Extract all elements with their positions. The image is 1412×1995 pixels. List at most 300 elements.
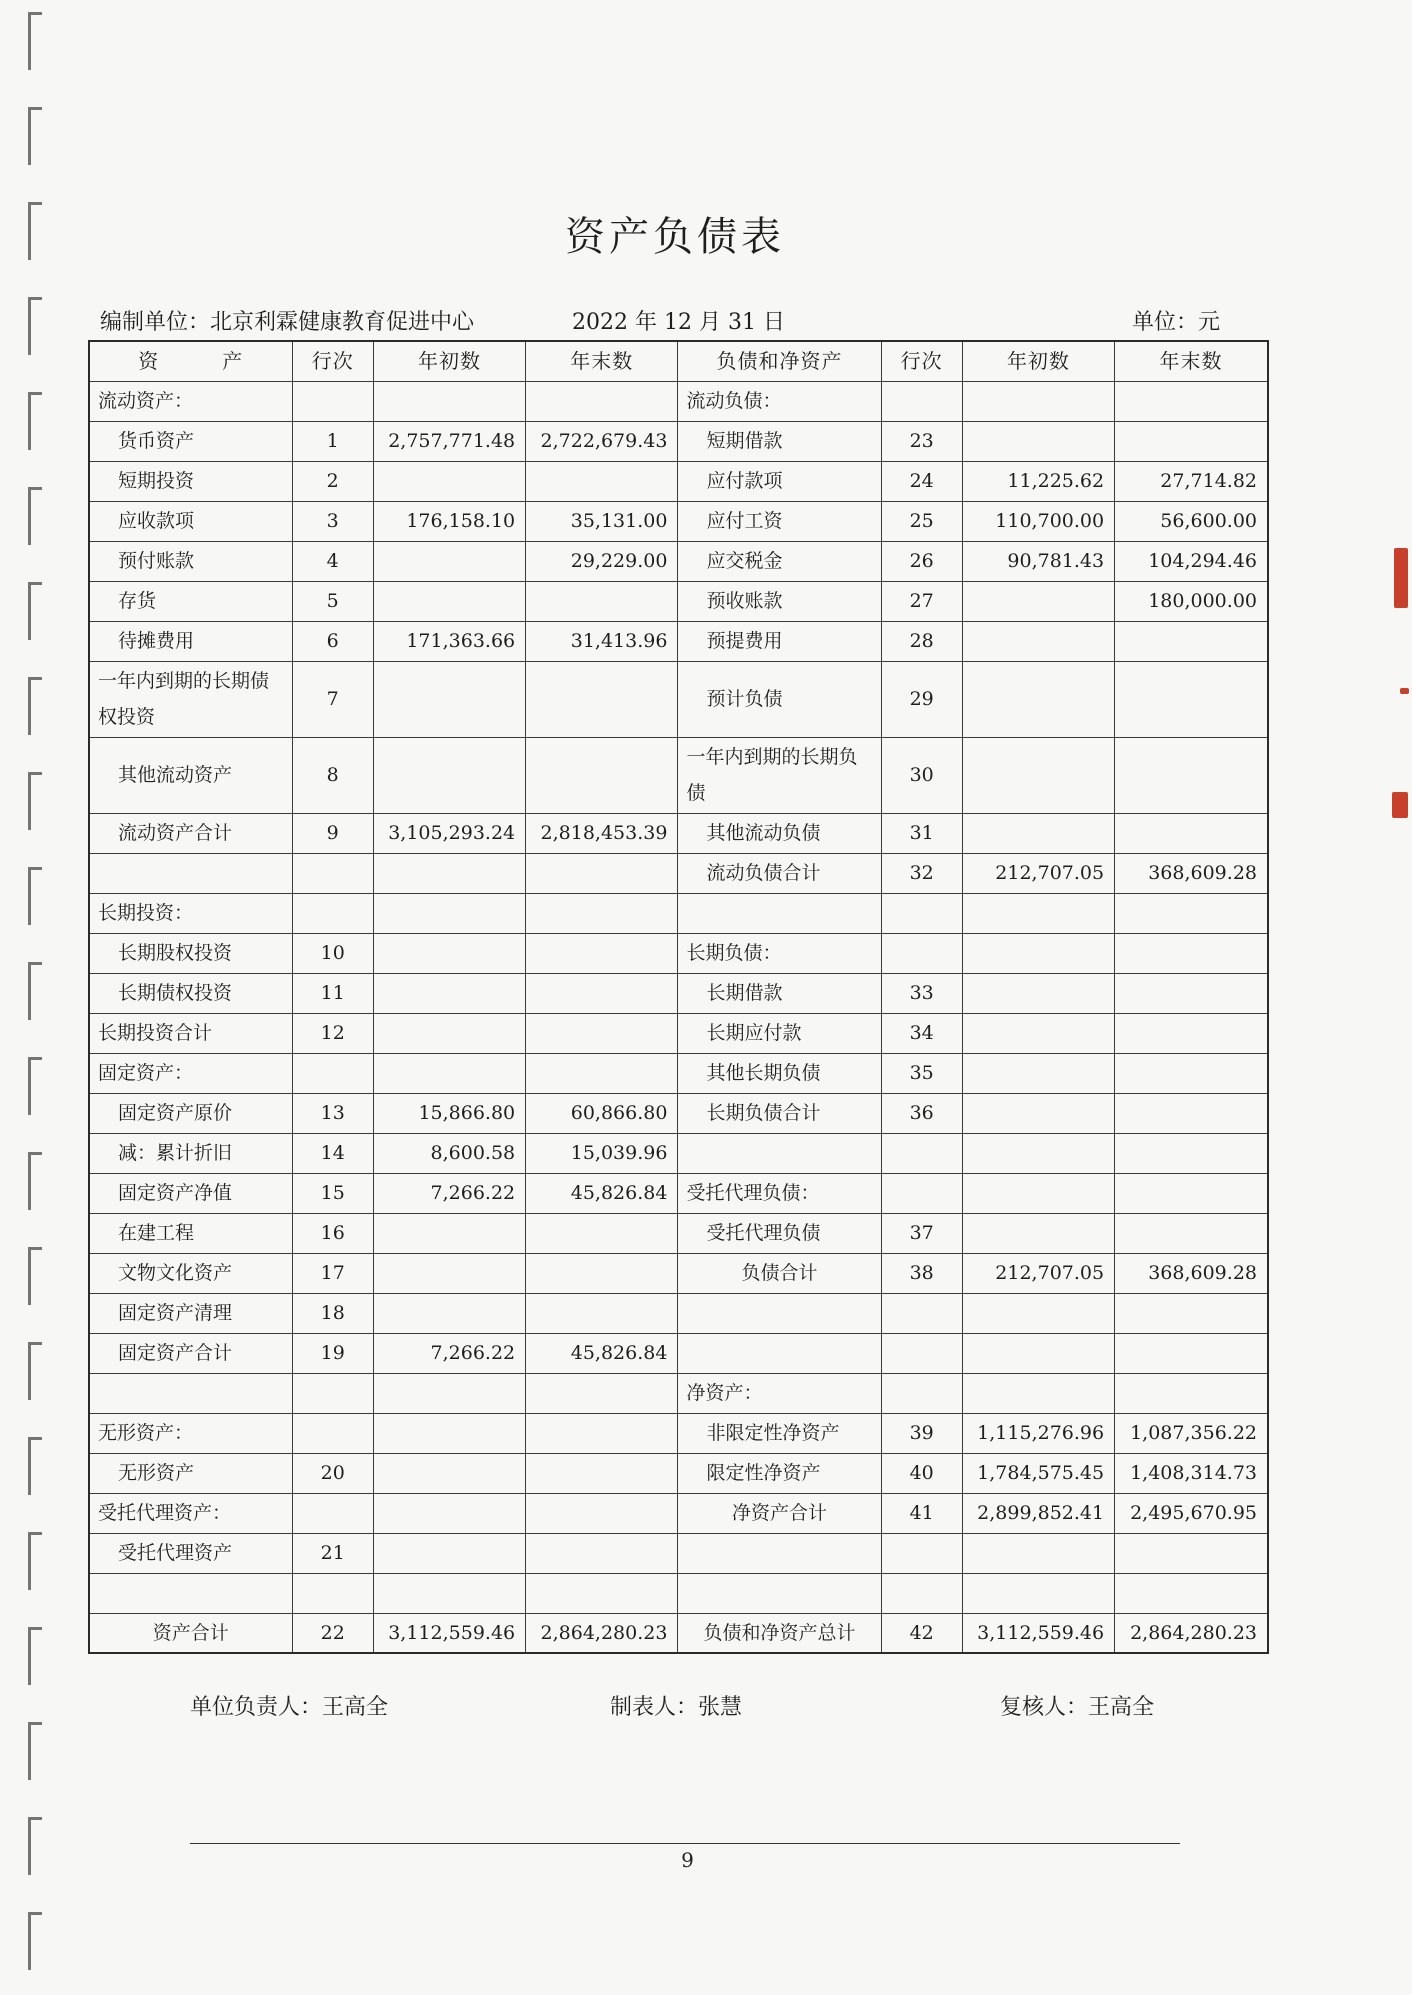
signature-line [190,1690,1210,1726]
liab-line-cell [881,1133,962,1173]
asset-end-cell [526,933,678,973]
liab-begin-cell [962,581,1114,621]
asset-end-cell [526,973,678,1013]
asset-name-cell: 长期债权投资 [89,973,292,1013]
asset-line-cell: 6 [292,621,373,661]
document-title: 资产负债表 [565,214,785,260]
asset-end-cell [526,1213,678,1253]
asset-begin-cell: 3,105,293.24 [373,813,525,853]
table-row [89,1373,1268,1413]
asset-line-cell: 14 [292,1133,373,1173]
asset-line-cell: 15 [292,1173,373,1213]
asset-begin-cell: 171,363.66 [373,621,525,661]
asset-name-cell: 流动资产： [89,381,292,421]
liab-name-cell: 长期负债： [678,933,881,973]
liab-begin-cell [962,1333,1114,1373]
liab-end-cell [1115,1573,1268,1613]
liab-name-cell: 流动负债： [678,381,881,421]
liab-line-cell: 37 [881,1213,962,1253]
liab-end-cell: 180,000.00 [1115,581,1268,621]
header-begin-2: 年初数 [962,341,1114,381]
liab-begin-cell [962,1133,1114,1173]
liab-begin-cell: 110,700.00 [962,501,1114,541]
header-line-no: 行次 [292,341,373,381]
asset-line-cell: 1 [292,421,373,461]
asset-line-cell: 13 [292,1093,373,1133]
seal-fragment [1400,688,1409,694]
asset-end-cell [526,581,678,621]
table-row [89,853,1268,893]
asset-begin-cell [373,1373,525,1413]
binding-hole-mark [28,1342,42,1400]
table-row [89,621,1268,661]
balance-sheet-table [88,340,1269,1654]
header-assets: 资 产 [89,341,292,381]
table-row [89,381,1268,421]
asset-line-cell: 10 [292,933,373,973]
liab-name-cell: 短期借款 [678,421,881,461]
asset-name-cell: 固定资产原价 [89,1093,292,1133]
asset-name-cell: 在建工程 [89,1213,292,1253]
asset-end-cell [526,1573,678,1613]
liab-end-cell: 2,495,670.95 [1115,1493,1268,1533]
liab-end-cell [1115,621,1268,661]
asset-begin-cell [373,1053,525,1093]
liab-end-cell [1115,933,1268,973]
liab-end-cell: 56,600.00 [1115,501,1268,541]
liab-line-cell: 42 [881,1613,962,1653]
table-row [89,1213,1268,1253]
liab-line-cell: 33 [881,973,962,1013]
asset-end-cell [526,661,678,737]
liab-begin-cell [962,1373,1114,1413]
asset-name-cell: 固定资产净值 [89,1173,292,1213]
asset-line-cell: 9 [292,813,373,853]
asset-name-cell: 短期投资 [89,461,292,501]
report-date: 2022 年 12 月 31 日 [572,310,785,335]
liab-name-cell: 负债合计 [678,1253,881,1293]
asset-begin-cell: 2,757,771.48 [373,421,525,461]
asset-name-cell: 长期投资： [89,893,292,933]
asset-begin-cell: 8,600.58 [373,1133,525,1173]
liab-line-cell [881,1173,962,1213]
table-row [89,1533,1268,1573]
liab-name-cell [678,1573,881,1613]
asset-name-cell: 受托代理资产 [89,1533,292,1573]
liab-end-cell [1115,1293,1268,1333]
asset-name-cell: 长期投资合计 [89,1013,292,1053]
liab-begin-cell [962,813,1114,853]
asset-begin-cell [373,893,525,933]
liab-line-cell: 31 [881,813,962,853]
asset-line-cell: 12 [292,1013,373,1053]
asset-begin-cell [373,1453,525,1493]
liab-name-cell: 负债和净资产总计 [678,1613,881,1653]
asset-name-cell: 应收款项 [89,501,292,541]
liab-name-cell: 受托代理负债 [678,1213,881,1253]
liab-line-cell: 30 [881,737,962,813]
asset-line-cell: 19 [292,1333,373,1373]
asset-name-cell: 无形资产： [89,1413,292,1453]
liab-line-cell: 41 [881,1493,962,1533]
liab-name-cell: 长期负债合计 [678,1093,881,1133]
liab-name-cell: 受托代理负债： [678,1173,881,1213]
asset-end-cell [526,737,678,813]
liab-name-cell: 预提费用 [678,621,881,661]
table-row [89,1613,1268,1653]
asset-end-cell [526,381,678,421]
asset-begin-cell: 7,266.22 [373,1173,525,1213]
liab-name-cell: 其他流动负债 [678,813,881,853]
asset-end-cell: 2,864,280.23 [526,1613,678,1653]
liab-line-cell: 36 [881,1093,962,1133]
liab-line-cell: 35 [881,1053,962,1093]
liab-begin-cell [962,973,1114,1013]
liab-end-cell [1115,1053,1268,1093]
liab-line-cell [881,1293,962,1333]
liab-name-cell: 限定性净资产 [678,1453,881,1493]
liab-end-cell [1115,381,1268,421]
asset-begin-cell [373,1413,525,1453]
asset-line-cell: 4 [292,541,373,581]
binding-hole-mark [28,582,42,640]
liab-begin-cell: 212,707.05 [962,1253,1114,1293]
liab-end-cell [1115,1133,1268,1173]
table-row [89,1053,1268,1093]
liab-line-cell [881,1373,962,1413]
asset-end-cell: 35,131.00 [526,501,678,541]
page-number: 9 [681,1848,694,1872]
liab-begin-cell [962,381,1114,421]
binding-hole-mark [28,107,42,165]
liab-line-cell [881,1533,962,1573]
liab-begin-cell: 1,784,575.45 [962,1453,1114,1493]
asset-end-cell: 60,866.80 [526,1093,678,1133]
table-row [89,461,1268,501]
liab-begin-cell [962,1293,1114,1333]
asset-name-cell [89,1573,292,1613]
asset-line-cell [292,1493,373,1533]
asset-line-cell [292,853,373,893]
asset-line-cell [292,1573,373,1613]
liab-end-cell [1115,1213,1268,1253]
table-row [89,737,1268,813]
table-row [89,1413,1268,1453]
binding-hole-mark [28,962,42,1020]
asset-name-cell: 待摊费用 [89,621,292,661]
table-row [89,893,1268,933]
header-end-2: 年末数 [1115,341,1268,381]
asset-begin-cell [373,1293,525,1333]
table-row [89,1573,1268,1613]
asset-end-cell [526,1453,678,1493]
head-signature: 单位负责人：王高全 [190,1695,389,1720]
binding-hole-mark [28,1532,42,1590]
asset-end-cell: 45,826.84 [526,1173,678,1213]
asset-line-cell: 17 [292,1253,373,1293]
binding-hole-mark [28,1057,42,1115]
asset-begin-cell [373,541,525,581]
binding-hole-mark [28,392,42,450]
binding-strip [24,0,54,1995]
asset-line-cell: 20 [292,1453,373,1493]
table-row [89,1093,1268,1133]
liab-line-cell: 26 [881,541,962,581]
liab-end-cell [1115,1093,1268,1133]
liab-name-cell: 非限定性净资产 [678,1413,881,1453]
liab-begin-cell [962,933,1114,973]
binding-hole-mark [28,1152,42,1210]
liab-line-cell: 39 [881,1413,962,1453]
asset-name-cell: 一年内到期的长期债权投资 [89,661,292,737]
seal-fragment [1392,792,1408,818]
liab-line-cell [881,893,962,933]
asset-name-cell: 固定资产合计 [89,1333,292,1373]
asset-begin-cell: 3,112,559.46 [373,1613,525,1653]
table-row [89,973,1268,1013]
asset-line-cell: 7 [292,661,373,737]
liab-end-cell [1115,1533,1268,1573]
liab-begin-cell [962,1173,1114,1213]
liab-end-cell [1115,737,1268,813]
liab-begin-cell: 90,781.43 [962,541,1114,581]
liab-end-cell [1115,421,1268,461]
asset-line-cell: 5 [292,581,373,621]
table-row [89,1133,1268,1173]
liab-line-cell: 34 [881,1013,962,1053]
table-row [89,1173,1268,1213]
binding-hole-mark [28,1912,42,1970]
binding-hole-mark [28,867,42,925]
asset-name-cell: 无形资产 [89,1453,292,1493]
asset-end-cell: 15,039.96 [526,1133,678,1173]
liab-begin-cell: 1,115,276.96 [962,1413,1114,1453]
table-row [89,661,1268,737]
table-header-row [89,341,1268,381]
asset-end-cell [526,1373,678,1413]
liab-begin-cell [962,1213,1114,1253]
asset-line-cell: 2 [292,461,373,501]
asset-name-cell: 受托代理资产： [89,1493,292,1533]
liab-end-cell [1115,1373,1268,1413]
liab-line-cell [881,1333,962,1373]
asset-end-cell [526,1493,678,1533]
asset-end-cell [526,1413,678,1453]
asset-line-cell: 16 [292,1213,373,1253]
liab-name-cell [678,1133,881,1173]
org-label: 编制单位：北京利霖健康教育促进中心 [100,310,475,335]
liab-begin-cell [962,421,1114,461]
liab-line-cell: 32 [881,853,962,893]
asset-begin-cell: 176,158.10 [373,501,525,541]
asset-begin-cell [373,1253,525,1293]
table-row [89,501,1268,541]
table-row [89,1013,1268,1053]
liab-line-cell: 23 [881,421,962,461]
table-row [89,541,1268,581]
liab-begin-cell [962,1093,1114,1133]
asset-name-cell: 文物文化资产 [89,1253,292,1293]
preparer-signature: 制表人：张慧 [610,1695,743,1720]
liab-begin-cell: 3,112,559.46 [962,1613,1114,1653]
currency-unit: 单位：元 [1131,310,1220,335]
liab-end-cell [1115,813,1268,853]
asset-begin-cell [373,661,525,737]
binding-hole-mark [28,1437,42,1495]
binding-hole-mark [28,12,42,70]
asset-line-cell [292,381,373,421]
binding-hole-mark [28,1722,42,1780]
asset-begin-cell [373,1213,525,1253]
table-row [89,1253,1268,1293]
asset-end-cell [526,1013,678,1053]
liab-name-cell: 一年内到期的长期负债 [678,737,881,813]
liab-end-cell: 368,609.28 [1115,1253,1268,1293]
liab-name-cell: 预计负债 [678,661,881,737]
liab-name-cell: 预收账款 [678,581,881,621]
liab-end-cell: 27,714.82 [1115,461,1268,501]
asset-end-cell [526,893,678,933]
liab-name-cell: 净资产： [678,1373,881,1413]
table-row [89,813,1268,853]
liab-line-cell: 25 [881,501,962,541]
liab-end-cell [1115,1013,1268,1053]
binding-hole-mark [28,677,42,735]
asset-name-cell: 预付账款 [89,541,292,581]
asset-line-cell: 8 [292,737,373,813]
header-line-no-2: 行次 [881,341,962,381]
asset-name-cell: 长期股权投资 [89,933,292,973]
liab-line-cell: 29 [881,661,962,737]
table-row [89,1333,1268,1373]
liab-end-cell: 2,864,280.23 [1115,1613,1268,1653]
seal-fragment [1394,548,1408,608]
liab-name-cell [678,1293,881,1333]
asset-begin-cell [373,853,525,893]
binding-hole-mark [28,487,42,545]
liab-line-cell [881,933,962,973]
asset-end-cell [526,853,678,893]
liab-end-cell: 1,087,356.22 [1115,1413,1268,1453]
liab-begin-cell [962,1573,1114,1613]
asset-line-cell [292,1413,373,1453]
liab-begin-cell [962,1533,1114,1573]
asset-name-cell [89,853,292,893]
asset-name-cell [89,1373,292,1413]
liab-end-cell: 104,294.46 [1115,541,1268,581]
liab-end-cell [1115,1333,1268,1373]
footer-rule [190,1843,1180,1844]
liab-begin-cell: 11,225.62 [962,461,1114,501]
asset-begin-cell: 7,266.22 [373,1333,525,1373]
liab-line-cell: 40 [881,1453,962,1493]
liab-name-cell: 其他长期负债 [678,1053,881,1093]
liab-begin-cell [962,1013,1114,1053]
liab-name-cell [678,893,881,933]
header-meta [100,305,1220,341]
asset-line-cell: 18 [292,1293,373,1333]
liab-line-cell: 28 [881,621,962,661]
liab-name-cell: 应付款项 [678,461,881,501]
liab-begin-cell [962,737,1114,813]
table-row [89,1493,1268,1533]
reviewer-signature: 复核人：王高全 [1000,1695,1155,1720]
asset-end-cell [526,1253,678,1293]
asset-line-cell [292,893,373,933]
liab-end-cell [1115,893,1268,933]
liab-name-cell: 应交税金 [678,541,881,581]
liab-line-cell [881,381,962,421]
binding-hole-mark [28,1247,42,1305]
binding-hole-mark [28,772,42,830]
asset-begin-cell [373,581,525,621]
asset-begin-cell [373,973,525,1013]
asset-name-cell: 固定资产： [89,1053,292,1093]
asset-begin-cell [373,1573,525,1613]
asset-line-cell: 21 [292,1533,373,1573]
asset-end-cell: 2,818,453.39 [526,813,678,853]
asset-line-cell: 11 [292,973,373,1013]
liab-name-cell: 应付工资 [678,501,881,541]
table-row [89,1453,1268,1493]
asset-name-cell: 流动资产合计 [89,813,292,853]
liab-name-cell: 长期应付款 [678,1013,881,1053]
asset-line-cell [292,1053,373,1093]
liab-name-cell [678,1333,881,1373]
asset-end-cell [526,1293,678,1333]
liab-line-cell: 38 [881,1253,962,1293]
table-row [89,421,1268,461]
asset-begin-cell [373,1493,525,1533]
liab-end-cell: 1,408,314.73 [1115,1453,1268,1493]
liab-line-cell: 27 [881,581,962,621]
liab-begin-cell: 2,899,852.41 [962,1493,1114,1533]
asset-begin-cell [373,1013,525,1053]
table-row [89,581,1268,621]
asset-name-cell: 货币资产 [89,421,292,461]
asset-name-cell: 减：累计折旧 [89,1133,292,1173]
asset-begin-cell [373,461,525,501]
asset-line-cell: 22 [292,1613,373,1653]
liab-end-cell [1115,661,1268,737]
asset-end-cell [526,461,678,501]
asset-end-cell: 31,413.96 [526,621,678,661]
asset-begin-cell [373,381,525,421]
binding-hole-mark [28,297,42,355]
header-end: 年末数 [526,341,678,381]
asset-end-cell [526,1053,678,1093]
asset-end-cell [526,1533,678,1573]
binding-hole-mark [28,1627,42,1685]
table-row [89,933,1268,973]
asset-begin-cell [373,1533,525,1573]
liab-begin-cell [962,621,1114,661]
asset-begin-cell: 15,866.80 [373,1093,525,1133]
asset-begin-cell [373,933,525,973]
asset-end-cell: 29,229.00 [526,541,678,581]
liab-line-cell [881,1573,962,1613]
header-begin: 年初数 [373,341,525,381]
liab-name-cell: 净资产合计 [678,1493,881,1533]
asset-name-cell: 资产合计 [89,1613,292,1653]
asset-name-cell: 其他流动资产 [89,737,292,813]
table-row [89,1293,1268,1333]
asset-line-cell: 3 [292,501,373,541]
liab-end-cell [1115,1173,1268,1213]
liab-begin-cell: 212,707.05 [962,853,1114,893]
asset-end-cell: 45,826.84 [526,1333,678,1373]
liab-end-cell: 368,609.28 [1115,853,1268,893]
